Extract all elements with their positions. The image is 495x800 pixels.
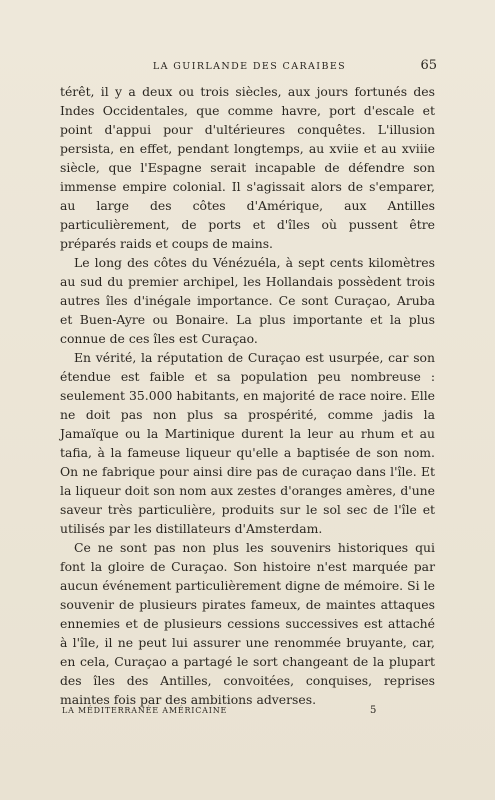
body-text [60, 82, 435, 709]
paragraph-2: Le long des côtes du Vénézuéla, à sept cents kilomètres au sud du premier archipel, les Hollandais possèdent trois autres îles d'inégale importance. Ce sont Curaçao, Aruba et Buen-Ayre ou Bonaire. La plus importante et la plus connue de ces îles est Curaçao. [60, 255, 435, 346]
page-header [62, 58, 437, 74]
paragraph-1: térêt, il y a deux ou trois siècles, aux jours fortunés des Indes Occidentales, que comme havre, port d'escale et point d'appui pour d'ultérieures conquêtes. L'illusion persista, en effet, pendant longtemps, au xviie et au xviiie siècle, que l'Espagne serait incapable de défendre son immense empire colonial. Il s'agissait alors de s'emparer, au large des côtes d'Amérique, aux Antilles particulièrement, de ports et d'îles où pussent être préparés raids et coups de mains. [60, 84, 435, 251]
signature-number: 5 [370, 705, 378, 716]
running-title: LA GUIRLANDE DES CARAIBES [152, 61, 347, 72]
paragraph-4: Ce ne sont pas non plus les souvenirs historiques qui font la gloire de Curaçao. Son histoire n'est marquée par aucun événement particulièrement digne de mémoire. Si le souvenir de plusieurs pirates fameux, de maintes attaques ennemies et de plusieurs cessions successives est attaché à l'île, il ne peut lui assurer une renommée bruyante, car, en cela, Curaçao a partagé le sort changeant de la plupart des îles des Antilles, convoitées, conquises, reprises maintes fois par des ambitions adverses. [60, 540, 435, 707]
signature-mark: LA MÉDITERRANÉE AMÉRICAINE [62, 706, 228, 715]
paragraph-3: En vérité, la réputation de Curaçao est usurpée, car son étendue est faible et sa population peu nombreuse : seulement 35.000 habitants, en majorité de race noire. Elle ne doit pas non plus sa prospérité, comme jadis la Jamaïque ou la Martinique durent la leur au rhum et au tafia, à la fameuse liqueur qu'elle a baptisée de son nom. On ne fabrique pour ainsi dire pas de curaçao dans l'île. Et la liqueur doit son nom aux zestes d'oranges amères, d'une saveur très particulière, produits sur le sol sec de l'île et utilisés par les distillateurs d'Amsterdam. [60, 350, 435, 536]
page-number: 65 [420, 58, 437, 73]
